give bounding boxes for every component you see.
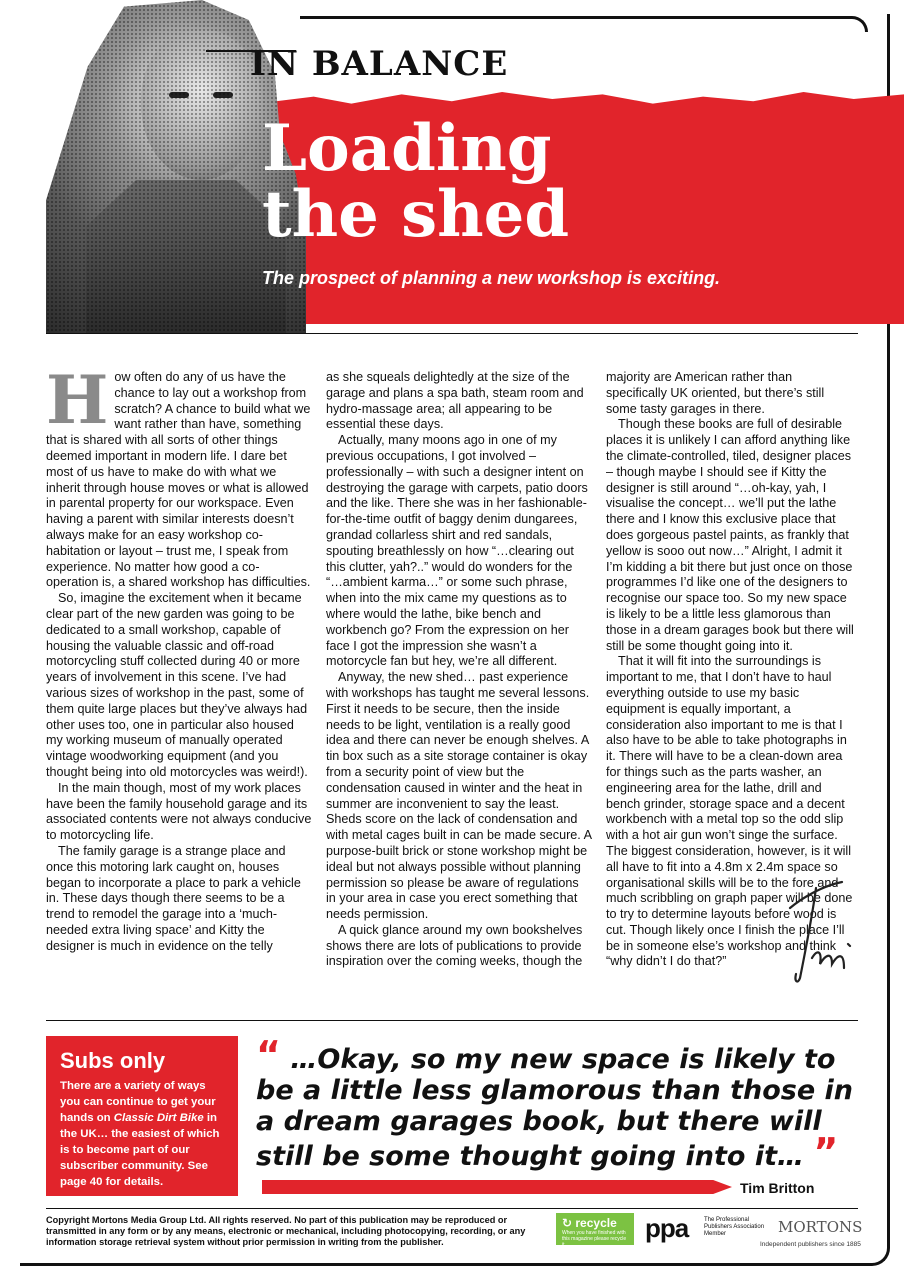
column-1 — [46, 361, 312, 1002]
paragraph: Actually, many moons ago in one of my previous occupations, I got involved – professionally – with such a designer intent on destroying the garage with carpets, patio doors and the like. There she was in her fashionable-for-the-time outfit of baggy denim dungarees, grandad collarless shirt and red sandals, spouting breathlessly on how “…clearing out this clutter, yah?..” would do wonders for the “…ambient karma…” or some such phrase, when into the mix came my questions as to where would the lathe, bike bench and workbench go? From the expression on her face I got the impression she wasn’t a motorcycle fan but hey, we’re all different. — [326, 433, 588, 669]
ppa-logo: ppa — [645, 1213, 689, 1243]
paragraph: The family garage is a strange place and once this motoring lark caught on, houses began to incorporate a place to park a vehicle in. These days though there seems to be a trend to remodel the garage into a ‘much-needed extra living space’ and Kitty the designer is much in evidence on the telly — [46, 843, 301, 953]
footer-divider — [46, 1208, 858, 1209]
mortons-tagline: Independent publishers since 1885 — [760, 1241, 861, 1248]
mortons-logo: MORTONS — [778, 1218, 863, 1236]
subs-box — [46, 1036, 238, 1196]
pull-quote — [256, 1033, 856, 1174]
article-body — [46, 361, 858, 1002]
body-divider — [46, 1020, 858, 1021]
paragraph: That it will fit into the surroundings is important to me, that I don’t have to haul everything outside to use my basic equipment is equally important, a consideration also important to me is that I also have to be able to take photographs in it. There will have to be a clean-down area for things such as the parts washer, an engineering area for the lathe, drill and bench grinder, storage space and a decent workbench with a metal top so the odd slip with a hot air gun won’t singe the surface. The biggest consideration, however, is it will all have to fit into a 4.8m x 2.4m space so organisational skills will be to the fore and much scribbling on graph paper will be done to try to determine layouts before wood is cut. Though likely once I finish the place I’ll be in someone else’s workshop and think “why didn’t I do that?” — [606, 654, 853, 969]
paragraph: as she squeals delightedly at the size of the garage and plans a spa bath, steam room and hydro-massage area; all appearing to be essential these days. — [326, 370, 584, 432]
quote-author: Tim Britton — [740, 1180, 815, 1196]
open-quote-mark: “ — [256, 1033, 281, 1077]
recycle-logo: ↻ recycle When you have finished with this magazine please recycle it. — [556, 1213, 634, 1245]
paragraph: How often do any of us have the chance to lay out a workshop from scratch? A chance to build what we want rather than have, something that is shared with all sorts of other things deemed important in modern life. I dare bet most of us have to make do with what we inherit through house moves or what is allowed in parental property for our workspace. Even having a parent with similar interests doesn’t always make for an easy workshop co-habitation or layout – trust me, I speak from experience. No matter how good a co-operation is, a shared workshop has difficulties. — [46, 361, 311, 590]
drop-cap: H — [46, 361, 109, 439]
close-quote-mark: ” — [813, 1130, 839, 1174]
paragraph: Though these books are full of desirable places it is unlikely I can afford anything like the climate-controlled, tiled, designer places – though maybe I should see if Kitty the designer is still around “…oh-kay, yah, I visualise the concept… we’ll put the lathe there and I know this exclusive place that does gorgeous pastel paints, as frankly that yellow is sooo out now…” Alright, I admit it I’m kidding a bit there but just once on those programmes I’d like one of the designers to recognise our space too. So my new space is likely to be a little less glamorous than those in a dream garages book but there will still be some thought going into it. — [606, 417, 854, 653]
copyright-notice: Copyright Mortons Media Group Ltd. All rights reserved. No part of this publication may be reproduced or transmitted in any form or by any means, electronic or mechanical, including photocopying, recording, or any information storage retrieval system without prior permission in writing from the publisher. — [46, 1215, 526, 1247]
paragraph: A quick glance around my own bookshelves shows there are lots of publications to provide inspiration over the coming weeks, though the — [326, 922, 583, 969]
author-signature — [782, 878, 860, 990]
paragraph: In the main though, most of my work places have been the family household garage and its associated contents were not always conducive to motorcycling life. — [46, 780, 312, 843]
paragraph: Anyway, the new shed… past experience with workshops has taught me several lessons. First it needs to be secure, then the inside needs to be light, ventilation is a really good idea and there can never be enough shelves. A tin box such as a site storage container is okay from a security point of view but the condensation caused in winter and the heat in summer are inconvenient to say the least. Sheds score on the lack of condensation and with metal cages built in can be made secure. A purpose-built brick or stone workshop might be ideal but not always possible without planning permission so please be aware of regulations in your area in case you erect something that needs permission. — [326, 670, 592, 922]
standfirst: The prospect of planning a new workshop is exciting. — [262, 268, 721, 288]
series-title: IN BALANCE — [250, 44, 509, 84]
subs-title: Subs only — [60, 1048, 166, 1073]
headline — [262, 111, 802, 252]
column-2 — [326, 370, 592, 1002]
pull-quote-text: …Okay, so my new space is likely to be a little less glamorous than those in a dream garages book, but there will still be some thought going into it… — [256, 1044, 854, 1172]
headline-line-1: Loading — [262, 111, 552, 186]
recycle-icon: ↻ — [562, 1216, 576, 1230]
quote-arrow-bar — [262, 1180, 732, 1194]
ppa-member-text: The Professional Publishers Association Member — [704, 1217, 765, 1237]
header-divider — [46, 333, 858, 334]
headline-line-2: the shed — [262, 177, 570, 252]
magazine-title: Classic Dirt Bike — [113, 1112, 204, 1124]
paragraph: So, imagine the excitement when it became clear part of the new garden was going to be dedicated to a small workshop, capable of housing the valuable classic and off-road motorcycling stuff collected during 40 or more years of involvement in this scene. I’ve had various sizes of workshop in the past, some of them quite large places but they’ve always had other uses too, one in particular also housed my working museum of manually operated vintage woodworking equipment (and you thought being into old motorcycles was weird!). — [46, 591, 308, 779]
paragraph: majority are American rather than specifically UK oriented, but there’s still some tasty garages in there. — [606, 370, 825, 416]
subs-text: There are a variety of ways you can continue to get your hands on Classic Dirt Bike in the UK… the easiest of which is to become part of our subscriber community. See page 40 for details. — [60, 1080, 220, 1188]
